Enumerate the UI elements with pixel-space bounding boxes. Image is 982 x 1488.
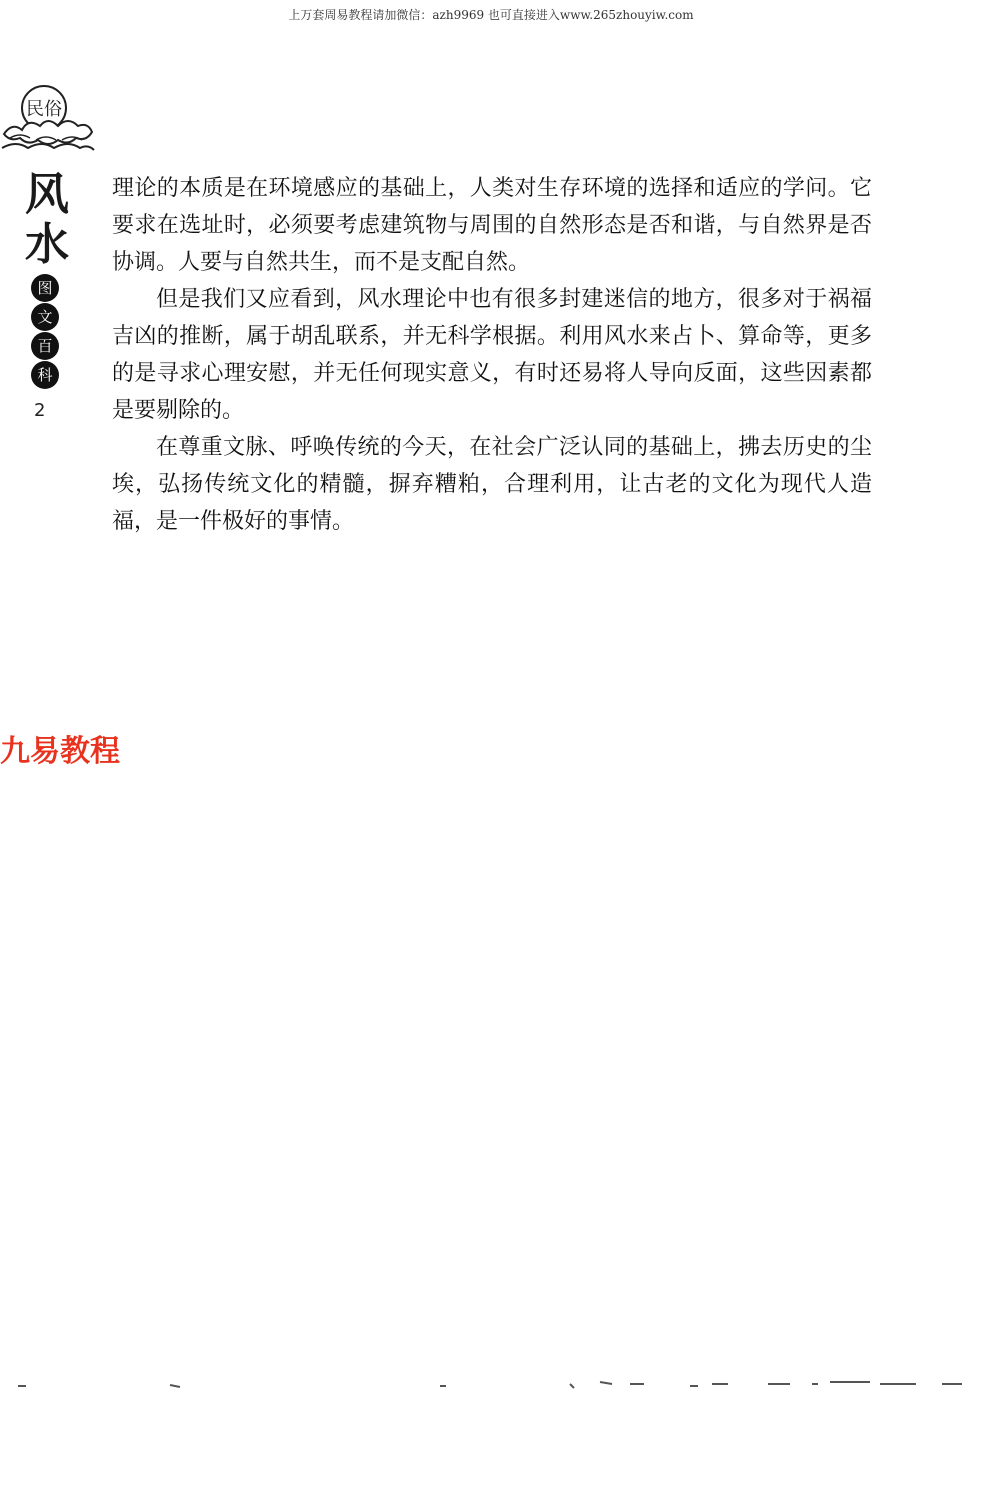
subtitle-circles	[31, 274, 61, 390]
body-text	[112, 170, 872, 540]
paragraph: 但是我们又应看到，风水理论中也有很多封建迷信的地方，很多对于祸福吉凶的推断，属于胡乱联系，并无科学根据。利用风水来占卜、算命等，更多的是寻求心理安慰，并无任何现实意义，有时还易将人导向反面，这些因素都是要剔除的。	[112, 287, 872, 423]
circle-char: 文	[31, 303, 59, 331]
scan-artifact-marks	[0, 1376, 982, 1416]
circle-char: 图	[31, 274, 59, 302]
paragraph: 理论的本质是在环境感应的基础上，人类对生存环境的选择和适应的学问。它要求在选址时，必须要考虑建筑物与周围的自然形态是否和谐，与自然界是否协调。人要与自然共生，而不是支配自然。	[112, 176, 872, 275]
circle-char: 科	[31, 361, 59, 389]
watermark-text: 上万套周易教程请加微信：azh9969 也可直接进入www.265zhouyiw.com	[288, 8, 694, 22]
title-char: 风	[25, 169, 69, 220]
vertical-title	[20, 170, 74, 270]
paragraph: 在尊重文脉、呼唤传统的今天，在社会广泛认同的基础上，拂去历史的尘埃，弘扬传统文化的精髓，摒弃糟粕，合理利用，让古老的文化为现代人造福，是一件极好的事情。	[112, 435, 872, 534]
brand-label: 九易教程	[0, 734, 120, 769]
cloud-emblem-icon	[0, 82, 96, 162]
page-number: 2	[34, 400, 46, 421]
emblem-label: 民俗	[26, 99, 62, 120]
circle-char: 百	[31, 332, 59, 360]
title-char: 水	[25, 219, 69, 270]
